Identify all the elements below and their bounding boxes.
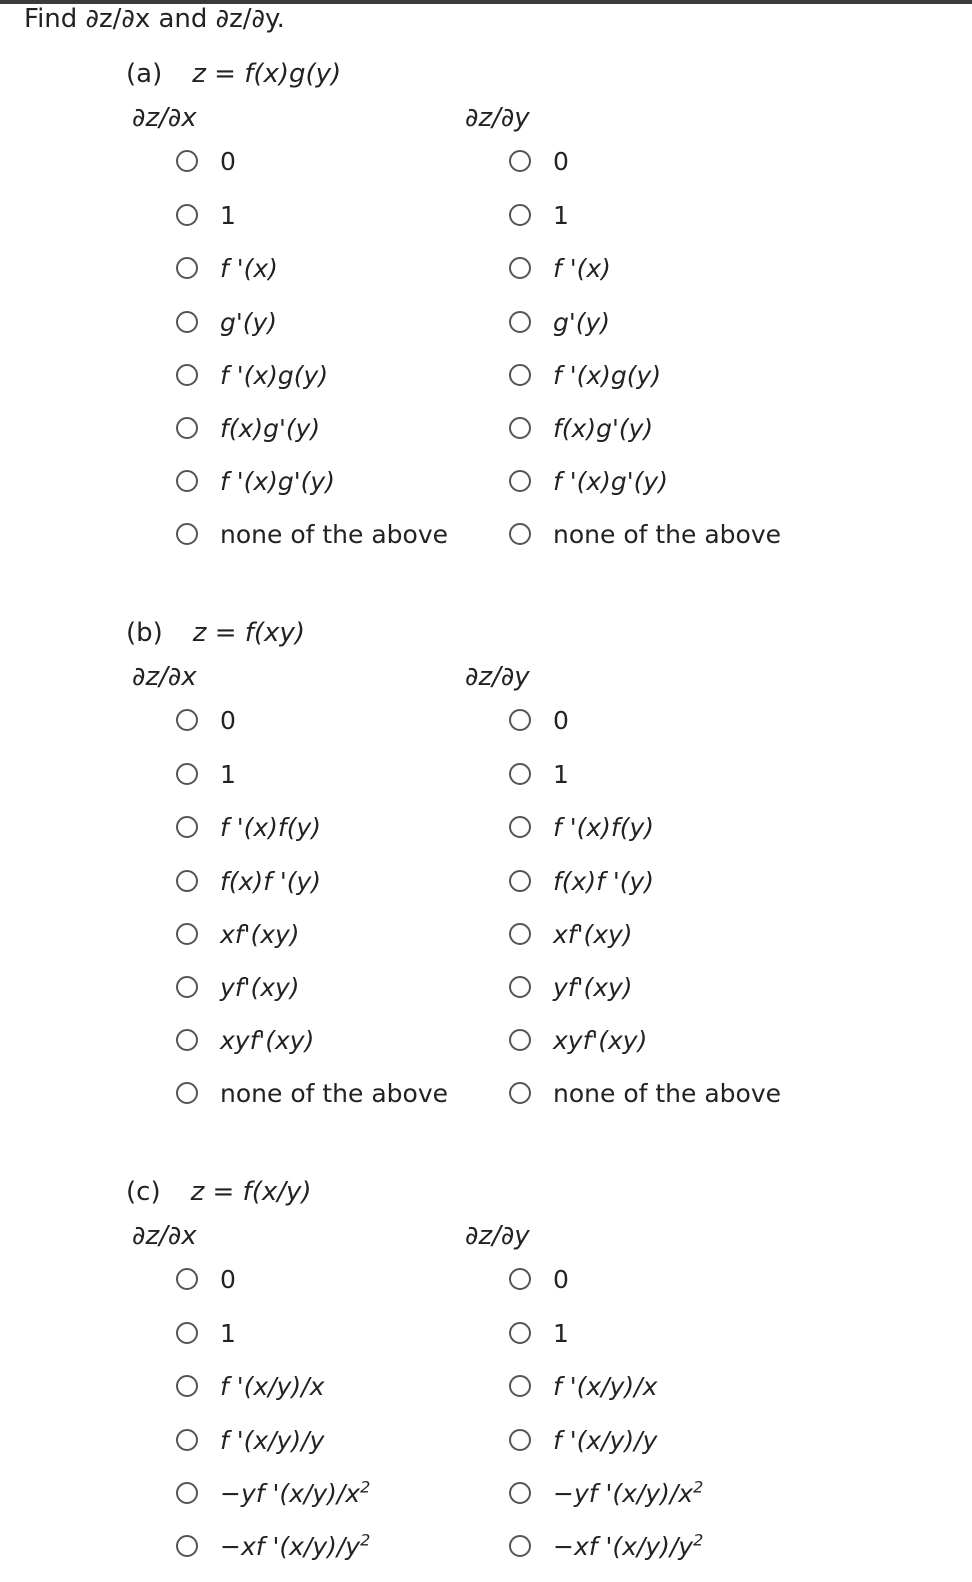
part-b-label: (b) bbox=[126, 618, 163, 648]
radio-button[interactable] bbox=[176, 1535, 198, 1557]
radio-button[interactable] bbox=[509, 150, 531, 172]
radio-button[interactable] bbox=[509, 709, 531, 731]
radio-button[interactable] bbox=[509, 204, 531, 226]
radio-button[interactable] bbox=[176, 311, 198, 333]
radio-button[interactable] bbox=[176, 1429, 198, 1451]
radio-button[interactable] bbox=[509, 523, 531, 545]
radio-button[interactable] bbox=[176, 923, 198, 945]
radio-button[interactable] bbox=[509, 257, 531, 279]
radio-button[interactable] bbox=[509, 1535, 531, 1557]
radio-button[interactable] bbox=[509, 816, 531, 838]
radio-button[interactable] bbox=[176, 150, 198, 172]
radio-button[interactable] bbox=[509, 470, 531, 492]
radio-button[interactable] bbox=[509, 1029, 531, 1051]
radio-button[interactable] bbox=[509, 870, 531, 892]
radio-button[interactable] bbox=[509, 1268, 531, 1290]
radio-button[interactable] bbox=[509, 1482, 531, 1504]
radio-button[interactable] bbox=[176, 709, 198, 731]
radio-button[interactable] bbox=[176, 204, 198, 226]
part-c-label: (c) bbox=[126, 1177, 161, 1207]
part-b-header bbox=[126, 617, 305, 649]
radio-button[interactable] bbox=[509, 1322, 531, 1344]
radio-button[interactable] bbox=[509, 976, 531, 998]
radio-button[interactable] bbox=[509, 417, 531, 439]
radio-button[interactable] bbox=[509, 923, 531, 945]
radio-button[interactable] bbox=[176, 523, 198, 545]
part-a-header bbox=[126, 58, 341, 90]
radio-button[interactable] bbox=[176, 1322, 198, 1344]
radio-button[interactable] bbox=[509, 1429, 531, 1451]
radio-button[interactable] bbox=[509, 311, 531, 333]
radio-button[interactable] bbox=[176, 1268, 198, 1290]
part-c-dzdx-title: ∂z/∂x bbox=[132, 1221, 197, 1251]
radio-button[interactable] bbox=[176, 1375, 198, 1397]
radio-button[interactable] bbox=[509, 364, 531, 386]
radio-button[interactable] bbox=[176, 417, 198, 439]
part-c-dzdy-title: ∂z/∂y bbox=[465, 1221, 530, 1251]
radio-button[interactable] bbox=[176, 1029, 198, 1051]
radio-button[interactable] bbox=[176, 1482, 198, 1504]
radio-button[interactable] bbox=[176, 1082, 198, 1104]
radio-button[interactable] bbox=[176, 257, 198, 279]
part-a-dzdy-title: ∂z/∂y bbox=[465, 103, 530, 133]
part-a-label: (a) bbox=[126, 59, 163, 89]
radio-button[interactable] bbox=[509, 1082, 531, 1104]
radio-button[interactable] bbox=[176, 816, 198, 838]
radio-button[interactable] bbox=[176, 763, 198, 785]
part-b-function: z = f(xy) bbox=[192, 618, 305, 648]
part-a-function: z = f(x)g(y) bbox=[192, 59, 342, 89]
question-prompt: Find ∂z/∂x and ∂z/∂y. bbox=[24, 4, 285, 34]
radio-button[interactable] bbox=[509, 1375, 531, 1397]
radio-button[interactable] bbox=[176, 470, 198, 492]
part-a-dzdx-title: ∂z/∂x bbox=[132, 103, 197, 133]
part-c-function: z = f(x/y) bbox=[190, 1177, 312, 1207]
radio-button[interactable] bbox=[176, 870, 198, 892]
part-b-dzdx-title: ∂z/∂x bbox=[132, 662, 197, 692]
radio-button[interactable] bbox=[176, 364, 198, 386]
part-c-header bbox=[126, 1176, 312, 1208]
radio-button[interactable] bbox=[509, 763, 531, 785]
radio-button[interactable] bbox=[176, 976, 198, 998]
part-b-dzdy-title: ∂z/∂y bbox=[465, 662, 530, 692]
